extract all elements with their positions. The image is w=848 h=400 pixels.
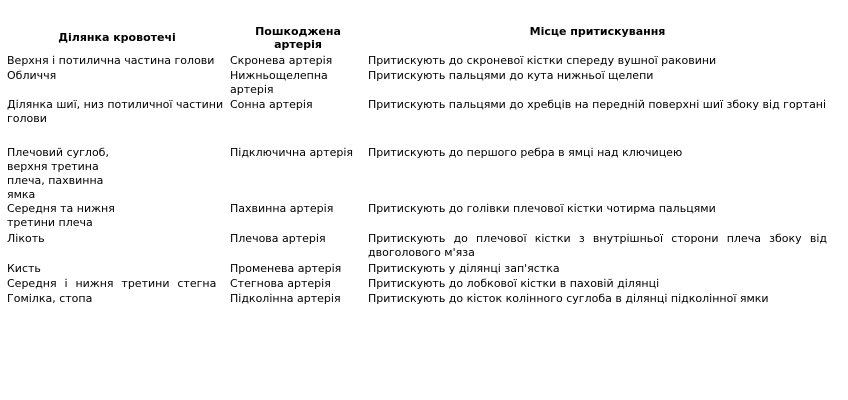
cell-pressure-place: Притискують до першого ребра в ямці над ключицею [368,146,683,159]
cell-pressure-place: Притискують до плечової кістки з внутрішньої сторони плеча збоку від двоголового м'яза [368,232,827,259]
cell-pressure-place: Притискують пальцями до хребців на передній поверхні шиї збоку від гортані [368,98,827,111]
cell-damaged-artery: Нижньощелепна артерія [230,69,328,96]
cell-pressure-place: Притискують до кісток колінного суглоба в ділянці підколінної ямки [368,292,769,305]
cell-damaged-artery: Плечова артерія [230,232,326,245]
cell-damaged-artery: Підколінна артерія [230,292,341,305]
cell-bleeding-area: Кисть [7,262,41,275]
cell-damaged-artery: Променева артерія [230,262,342,275]
cell-pressure-place: Притискують до голівки плечової кістки чотирма пальцями [368,202,716,215]
cell-pressure-place: Притискують у ділянці зап'ястка [368,262,560,275]
cell-pressure-place: Притискують до скроневої кістки спереду вушної раковини [368,54,717,67]
cell-damaged-artery: Сонна артерія [230,98,313,111]
cell-pressure-place: Притискують до лобкової кістки в паховій ділянці [368,277,660,290]
header-damaged-artery: Пошкоджена артерія [255,25,341,51]
cell-bleeding-area: Ділянка шиї, низ потиличної частини голови [7,98,224,125]
cell-bleeding-area: Верхня і потилична частина голови [7,54,215,67]
cell-damaged-artery: Пахвинна артерія [230,202,334,215]
cell-bleeding-area: Лікоть [7,232,45,245]
cell-bleeding-area: Середня і нижня третини стегна [7,277,217,290]
cell-bleeding-area: Обличчя [7,69,57,82]
cell-bleeding-area: Середня та нижня третини плеча [7,202,115,229]
cell-damaged-artery: Стегнова артерія [230,277,331,290]
cell-damaged-artery: Підключична артерія [230,146,353,159]
cell-bleeding-area: Гомілка, стопа [7,292,93,305]
cell-bleeding-area: Плечовий суглоб, верхня третина плеча, пахвинна ямка [7,146,109,201]
header-bleeding-area: Ділянка кровотечі [58,31,176,44]
cell-pressure-place: Притискують пальцями до кута нижньої щелепи [368,69,654,82]
cell-damaged-artery: Скронева артерія [230,54,333,67]
header-pressure-place: Місце притискування [529,25,666,38]
